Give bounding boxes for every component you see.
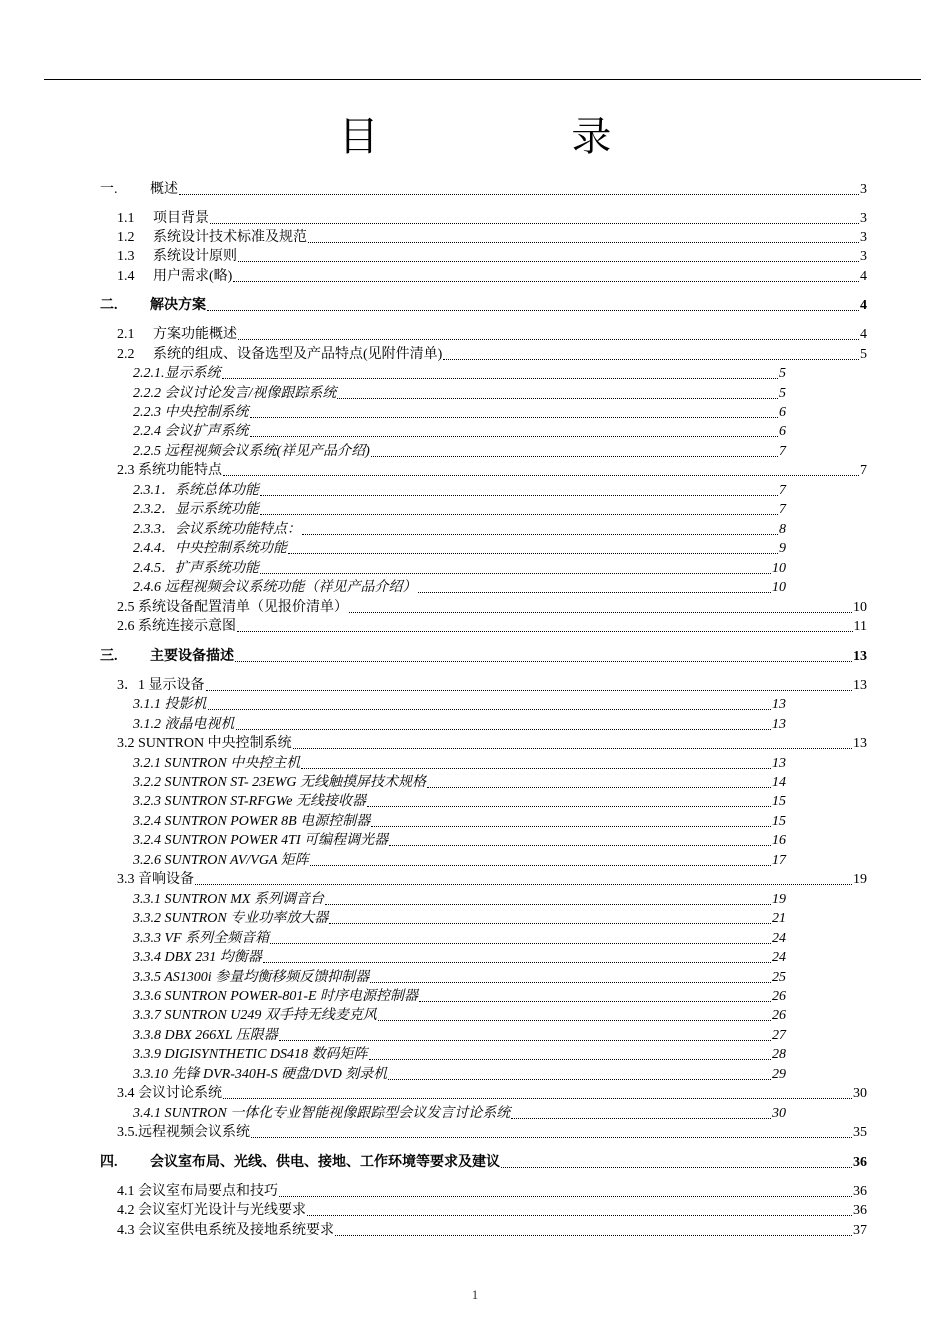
dot-leader — [208, 709, 772, 710]
toc-entry[interactable] — [117, 268, 867, 286]
toc-entry-title: 用户需求(略) — [153, 269, 233, 284]
toc-entry[interactable] — [133, 540, 786, 558]
dot-leader — [279, 1196, 852, 1197]
toc-entry-page: 10 — [772, 561, 786, 576]
toc-entry-title: 2.3 系统功能特点 — [117, 463, 222, 478]
toc-entry-title: 3.3.10 先锋 DVR-340H-S 硬盘/DVD 刻录机 — [133, 1067, 388, 1082]
toc-entry-title: 3.2 SUNTRON 中央控制系统 — [117, 736, 292, 751]
toc-entry-title: 4.1 会议室布局要点和技巧 — [117, 1184, 278, 1199]
dot-leader — [179, 194, 859, 195]
toc-entry[interactable] — [133, 1046, 786, 1064]
toc-entry[interactable] — [133, 969, 786, 987]
dot-leader — [370, 982, 771, 983]
dot-leader — [302, 534, 778, 535]
toc-entry[interactable] — [117, 326, 867, 344]
dot-leader — [349, 612, 852, 613]
dot-leader — [337, 398, 778, 399]
toc-entry-page: 36 — [853, 1155, 867, 1170]
dot-leader — [233, 281, 859, 282]
dot-leader — [250, 417, 779, 418]
dot-leader — [371, 826, 771, 827]
toc-entry[interactable] — [117, 248, 867, 266]
toc-entry-page: 5 — [779, 366, 786, 381]
toc-entry-title: 3.1.1 投影机 — [133, 697, 207, 712]
dot-leader — [207, 310, 859, 311]
toc-entry-title: 3.2.1 SUNTRON 中央控主机 — [133, 756, 301, 771]
toc-entry-title: 概述 — [150, 182, 178, 197]
toc-entry-page: 21 — [772, 911, 786, 926]
toc-entry-title: 3.3.5 AS1300i 参量均衡移频反馈抑制器 — [133, 970, 370, 985]
toc-entry[interactable] — [133, 365, 786, 383]
toc-entry-page: 3 — [860, 230, 867, 245]
dot-leader — [371, 456, 778, 457]
toc-entry[interactable] — [100, 648, 867, 666]
dot-leader — [427, 787, 771, 788]
toc-entry[interactable] — [133, 696, 786, 714]
toc-entry-page: 30 — [772, 1106, 786, 1121]
dot-leader — [260, 514, 778, 515]
toc-entry-number: 1.1 — [117, 211, 135, 226]
toc-entry[interactable] — [133, 560, 786, 578]
dot-leader — [223, 475, 859, 476]
dot-leader — [235, 661, 852, 662]
toc-entry[interactable] — [133, 891, 786, 909]
toc-entry-page: 13 — [853, 736, 867, 751]
toc-entry-page: 30 — [853, 1086, 867, 1101]
toc-entry-title: 2.2.4 会议扩声系统 — [133, 424, 249, 439]
toc-entry[interactable] — [117, 735, 867, 753]
dot-leader — [501, 1167, 852, 1168]
toc-entry-title: 3.4.1 SUNTRON 一体化专业智能视像跟踪型会议发言讨论系统 — [133, 1106, 511, 1121]
toc-entry[interactable] — [117, 1183, 867, 1201]
dot-leader — [251, 1137, 852, 1138]
toc-entry-title: 2.3.1．系统总体功能 — [133, 483, 259, 498]
toc-entry-page: 13 — [853, 649, 867, 664]
toc-entry-title: 3.3.7 SUNTRON U249 双手持无线麦克风 — [133, 1008, 377, 1023]
toc-entry-title: 4.2 会议室灯光设计与光线要求 — [117, 1203, 306, 1218]
toc-entry[interactable] — [117, 462, 867, 480]
toc-entry[interactable] — [133, 521, 786, 539]
toc-entry-title: 3.3.1 SUNTRON MX 系列调音台 — [133, 892, 324, 907]
toc-entry-page: 15 — [772, 794, 786, 809]
toc-entry-number: 1.3 — [117, 249, 135, 264]
toc-entry[interactable] — [133, 423, 786, 441]
toc-entry-page: 3 — [860, 182, 867, 197]
dot-leader — [250, 436, 779, 437]
dot-leader — [236, 729, 772, 730]
toc-entry-title: 3.3.9 DIGISYNTHETIC DS418 数码矩阵 — [133, 1047, 368, 1062]
toc-entry-page: 14 — [772, 775, 786, 790]
dot-leader — [263, 962, 771, 963]
toc-entry[interactable] — [133, 1066, 786, 1084]
toc-entry-page: 25 — [772, 970, 786, 985]
toc-entry[interactable] — [133, 988, 786, 1006]
toc-entry-title: 3.2.4 SUNTRON POWER 8B 电源控制器 — [133, 814, 371, 829]
dot-leader — [293, 748, 852, 749]
toc-entry-page: 19 — [772, 892, 786, 907]
toc-entry-title: 3.1.2 液晶电视机 — [133, 717, 235, 732]
toc-entry[interactable] — [133, 443, 786, 461]
dot-leader — [369, 1059, 771, 1060]
toc-entry-title: 3.2.3 SUNTRON ST-RFGWe 无线接收器 — [133, 794, 366, 809]
dot-leader — [260, 573, 771, 574]
toc-entry[interactable] — [133, 1105, 786, 1123]
toc-entry-page: 19 — [853, 872, 867, 887]
dot-leader — [260, 495, 778, 496]
toc-entry-page: 5 — [860, 347, 867, 362]
toc-entry-title: 会议室布局、光线、供电、接地、工作环境等要求及建议 — [150, 1155, 500, 1170]
toc-entry-title: 3.5.远程视频会议系统 — [117, 1125, 250, 1140]
toc-entry-page: 29 — [772, 1067, 786, 1082]
toc-entry-page: 8 — [779, 522, 786, 537]
dot-leader — [223, 1098, 852, 1099]
toc-entry[interactable] — [117, 599, 867, 617]
toc-entry-title: 系统设计原则 — [153, 249, 237, 264]
toc-entry-title: 3.4 会议讨论系统 — [117, 1086, 222, 1101]
toc-entry[interactable] — [133, 910, 786, 928]
toc-entry-page: 24 — [772, 931, 786, 946]
dot-leader — [237, 631, 853, 632]
dot-leader — [511, 1118, 771, 1119]
toc-entry-page: 36 — [853, 1184, 867, 1199]
toc-entry[interactable] — [133, 385, 786, 403]
toc-entry-page: 17 — [772, 853, 786, 868]
toc-entry-page: 7 — [779, 483, 786, 498]
toc-entry[interactable] — [100, 297, 867, 315]
toc-entry-number: 一. — [100, 182, 118, 197]
toc-entry[interactable] — [133, 813, 786, 831]
toc-entry-page: 13 — [772, 717, 786, 732]
toc-entry-title: 主要设备描述 — [150, 649, 234, 664]
toc-entry-page: 36 — [853, 1203, 867, 1218]
toc-entry-page: 7 — [860, 463, 867, 478]
toc-entry-page: 3 — [860, 249, 867, 264]
toc-entry-title: 3.2.4 SUNTRON POWER 4TI 可编程调光器 — [133, 833, 389, 848]
toc-entry-title: 2.4.6 远程视频会议系统功能（祥见产品介绍） — [133, 580, 417, 595]
toc-entry[interactable] — [133, 774, 786, 792]
toc-entry-title: 2.3.3．会议系统功能特点： — [133, 522, 301, 537]
toc-entry-title: 3.3 音响设备 — [117, 872, 194, 887]
toc-entry[interactable] — [117, 1202, 867, 1220]
toc-entry-page: 13 — [772, 756, 786, 771]
toc-entry-title: 2.4.5．扩声系统功能 — [133, 561, 259, 576]
toc-entry-page: 10 — [853, 600, 867, 615]
toc-entry-page: 26 — [772, 1008, 786, 1023]
toc-entry[interactable] — [133, 832, 786, 850]
dot-leader — [206, 690, 853, 691]
dot-leader — [195, 884, 852, 885]
dot-leader — [443, 359, 859, 360]
toc-entry-page: 35 — [853, 1125, 867, 1140]
toc-entry-page: 15 — [772, 814, 786, 829]
toc-entry-page: 9 — [779, 541, 786, 556]
toc-entry-number: 四. — [100, 1155, 118, 1170]
toc-entry-page: 5 — [779, 386, 786, 401]
toc-entry[interactable] — [117, 210, 867, 228]
toc-entry-title: 项目背景 — [153, 211, 209, 226]
dot-leader — [335, 1235, 852, 1236]
toc-entry-title: 3．1 显示设备 — [117, 678, 205, 693]
toc-entry-title: 3.2.6 SUNTRON AV/VGA 矩阵 — [133, 853, 309, 868]
toc-entry-page: 3 — [860, 211, 867, 226]
toc-entry[interactable] — [133, 793, 786, 811]
dot-leader — [238, 339, 859, 340]
toc-entry-page: 26 — [772, 989, 786, 1004]
dot-leader — [389, 845, 771, 846]
toc-entry-title: 2.2.5 远程视频会议系统(祥见产品介绍) — [133, 444, 370, 459]
toc-entry[interactable] — [133, 404, 786, 422]
dot-leader — [279, 1040, 771, 1041]
toc-entry-title: 2.4.4．中央控制系统功能 — [133, 541, 287, 556]
toc-entry-page: 6 — [779, 424, 786, 439]
toc-entry-page: 16 — [772, 833, 786, 848]
toc-entry-page: 7 — [779, 444, 786, 459]
toc-entry-page: 4 — [860, 327, 867, 342]
toc-entry-page: 6 — [779, 405, 786, 420]
toc-entry[interactable] — [117, 1124, 867, 1142]
toc-entry-title: 3.2.2 SUNTRON ST- 23EWG 无线触摸屏技术规格 — [133, 775, 426, 790]
toc-entry-title: 2.3.2．显示系统功能 — [133, 502, 259, 517]
toc-entry[interactable] — [133, 755, 786, 773]
toc-entry[interactable] — [117, 618, 867, 636]
toc-entry-page: 24 — [772, 950, 786, 965]
dot-leader — [301, 768, 771, 769]
toc-entry-page: 13 — [772, 697, 786, 712]
dot-leader — [222, 378, 779, 379]
toc-entry[interactable] — [133, 1027, 786, 1045]
toc-entry-title: 解决方案 — [150, 298, 206, 313]
toc-entry-number: 1.2 — [117, 230, 135, 245]
toc-entry-page: 13 — [853, 678, 867, 693]
toc-entry[interactable] — [117, 229, 867, 247]
toc-entry-page: 28 — [772, 1047, 786, 1062]
toc-entry-number: 二. — [100, 298, 118, 313]
dot-leader — [378, 1020, 771, 1021]
dot-leader — [210, 223, 859, 224]
toc-entry-page: 4 — [860, 269, 867, 284]
dot-leader — [418, 592, 772, 593]
toc-entry-page: 4 — [860, 298, 867, 313]
toc-entry-title: 2.2.1.显示系统 — [133, 366, 221, 381]
header-rule — [44, 79, 921, 80]
toc-entry-page: 37 — [853, 1223, 867, 1238]
toc-entry[interactable] — [100, 181, 867, 199]
toc-entry[interactable] — [133, 930, 786, 948]
dot-leader — [308, 242, 859, 243]
dot-leader — [325, 904, 771, 905]
dot-leader — [310, 865, 771, 866]
dot-leader — [388, 1079, 771, 1080]
toc-entry[interactable] — [117, 1222, 867, 1240]
dot-leader — [238, 261, 859, 262]
dot-leader — [367, 806, 771, 807]
dot-leader — [419, 1001, 771, 1002]
toc-entry[interactable] — [117, 1085, 867, 1103]
toc-entry-title: 2.6 系统连接示意图 — [117, 619, 236, 634]
dot-leader — [307, 1215, 852, 1216]
page-title: 目 录 — [338, 114, 702, 160]
toc-entry[interactable] — [133, 852, 786, 870]
toc-entry-page: 11 — [853, 619, 867, 634]
page-number: 1 — [471, 1287, 479, 1302]
toc-entry[interactable] — [133, 579, 786, 597]
toc-entry[interactable] — [133, 716, 786, 734]
toc-entry-page: 10 — [772, 580, 786, 595]
toc-entry-number: 2.1 — [117, 327, 135, 342]
toc-entry-title: 2.2.3 中央控制系统 — [133, 405, 249, 420]
toc-entry-number: 三. — [100, 649, 118, 664]
toc-entry-title: 系统设计技术标准及规范 — [153, 230, 307, 245]
toc-entry[interactable] — [133, 482, 786, 500]
toc-entry-number: 1.4 — [117, 269, 135, 284]
toc-entry-title: 3.3.4 DBX 231 均衡器 — [133, 950, 262, 965]
toc-entry[interactable] — [133, 949, 786, 967]
toc-entry-title: 系统的组成、设备选型及产品特点(见附件清单) — [153, 347, 443, 362]
toc-entry-title: 2.5 系统设备配置清单（见报价清单） — [117, 600, 348, 615]
toc-entry-title: 方案功能概述 — [153, 327, 237, 342]
dot-leader — [270, 943, 771, 944]
toc-entry-page: 7 — [779, 502, 786, 517]
toc-entry-title: 3.3.2 SUNTRON 专业功率放大器 — [133, 911, 329, 926]
toc-entry-title: 2.2.2 会议讨论发言/视像跟踪系统 — [133, 386, 337, 401]
toc-entry[interactable] — [133, 1007, 786, 1025]
toc-entry-title: 4.3 会议室供电系统及接地系统要求 — [117, 1223, 334, 1238]
toc-entry-title: 3.3.6 SUNTRON POWER-801-E 时序电源控制器 — [133, 989, 419, 1004]
toc-entry-number: 2.2 — [117, 347, 135, 362]
toc-entry[interactable] — [117, 871, 867, 889]
toc-entry-page: 27 — [772, 1028, 786, 1043]
toc-entry[interactable] — [117, 677, 867, 695]
toc-entry[interactable] — [133, 501, 786, 519]
dot-leader — [329, 923, 771, 924]
toc-entry[interactable] — [117, 346, 867, 364]
dot-leader — [288, 553, 778, 554]
toc-entry[interactable] — [100, 1154, 867, 1172]
toc-entry-title: 3.3.3 VF 系列全频音箱 — [133, 931, 270, 946]
toc-entry-title: 3.3.8 DBX 266XL 压限器 — [133, 1028, 278, 1043]
